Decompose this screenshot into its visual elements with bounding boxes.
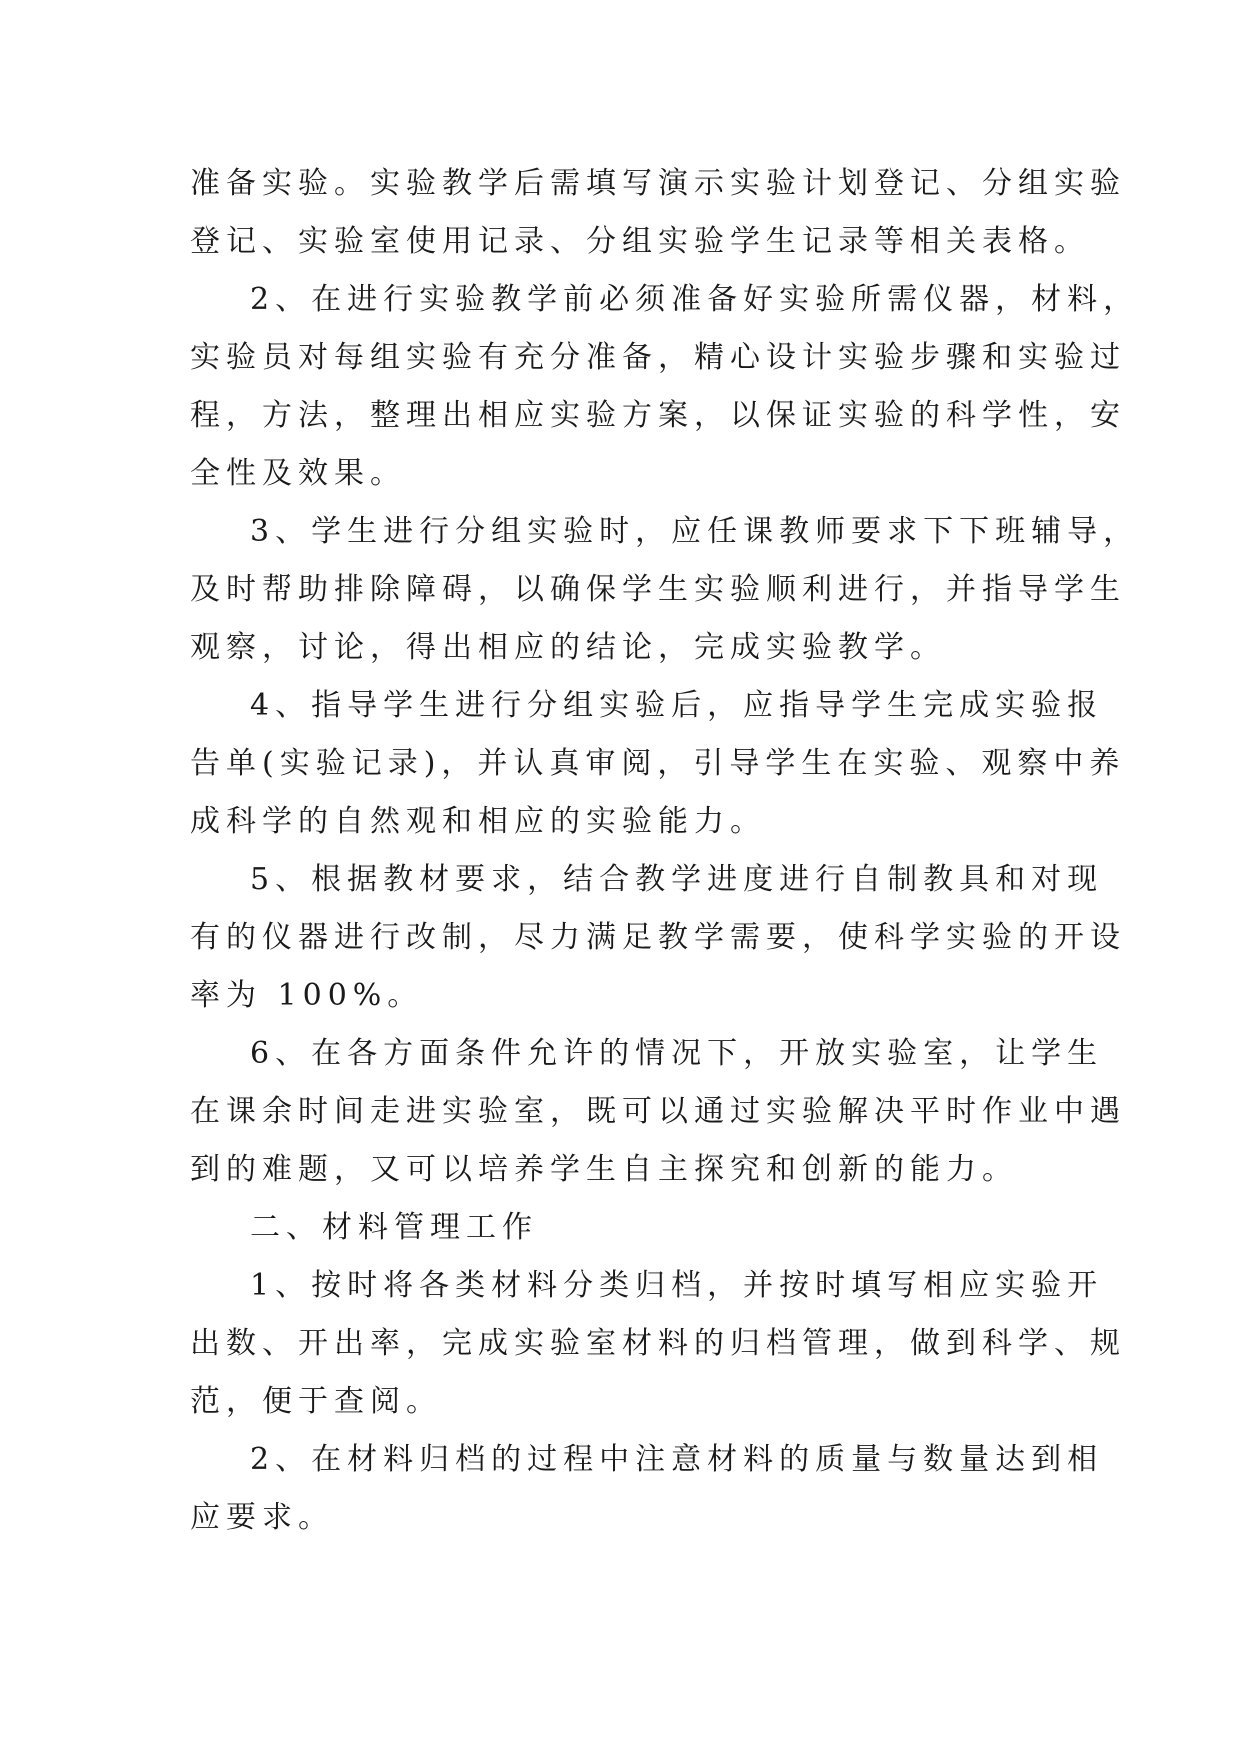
text-line: 及时帮助排除障碍，以确保学生实验顺利进行，并指导学生 xyxy=(190,572,1126,607)
text-line: 3、学生进行分组实验时，应任课教师要求下下班辅导， xyxy=(250,514,1140,549)
text-line: 告单(实验记录)，并认真审阅，引导学生在实验、观察中养 xyxy=(190,746,1126,781)
text-line: 范，便于查阅。 xyxy=(190,1384,442,1419)
text-line: 6、在各方面条件允许的情况下，开放实验室，让学生 xyxy=(250,1036,1104,1071)
document-body xyxy=(190,155,1140,1547)
text-line: 应要求。 xyxy=(190,1500,334,1535)
text-line: 实验员对每组实验有充分准备，精心设计实验步骤和实验过 xyxy=(190,340,1126,375)
section-heading: 二、材料管理工作 xyxy=(250,1210,538,1245)
text-line: 全性及效果。 xyxy=(190,456,406,491)
text-line: 5、根据教材要求，结合教学进度进行自制教具和对现 xyxy=(250,862,1104,897)
text-line: 率为 100%。 xyxy=(190,978,424,1013)
text-line: 1、按时将各类材料分类归档，并按时填写相应实验开 xyxy=(250,1268,1104,1303)
text-line: 成科学的自然观和相应的实验能力。 xyxy=(190,804,766,839)
text-line: 出数、开出率，完成实验室材料的归档管理，做到科学、规 xyxy=(190,1326,1126,1361)
text-line: 在课余时间走进实验室，既可以通过实验解决平时作业中遇 xyxy=(190,1094,1126,1129)
text-line: 2、在材料归档的过程中注意材料的质量与数量达到相 xyxy=(250,1442,1104,1477)
text-line: 2、在进行实验教学前必须准备好实验所需仪器，材料， xyxy=(250,282,1140,317)
text-line: 4、指导学生进行分组实验后，应指导学生完成实验报 xyxy=(250,688,1104,723)
text-line: 程，方法，整理出相应实验方案，以保证实验的科学性，安 xyxy=(190,398,1126,433)
text-line: 有的仪器进行改制，尽力满足教学需要，使科学实验的开设 xyxy=(190,920,1126,955)
text-line: 登记、实验室使用记录、分组实验学生记录等相关表格。 xyxy=(190,224,1090,259)
text-line: 准备实验。实验教学后需填写演示实验计划登记、分组实验 xyxy=(190,166,1126,201)
text-line: 观察，讨论，得出相应的结论，完成实验教学。 xyxy=(190,630,946,665)
text-line: 到的难题，又可以培养学生自主探究和创新的能力。 xyxy=(190,1152,1018,1187)
